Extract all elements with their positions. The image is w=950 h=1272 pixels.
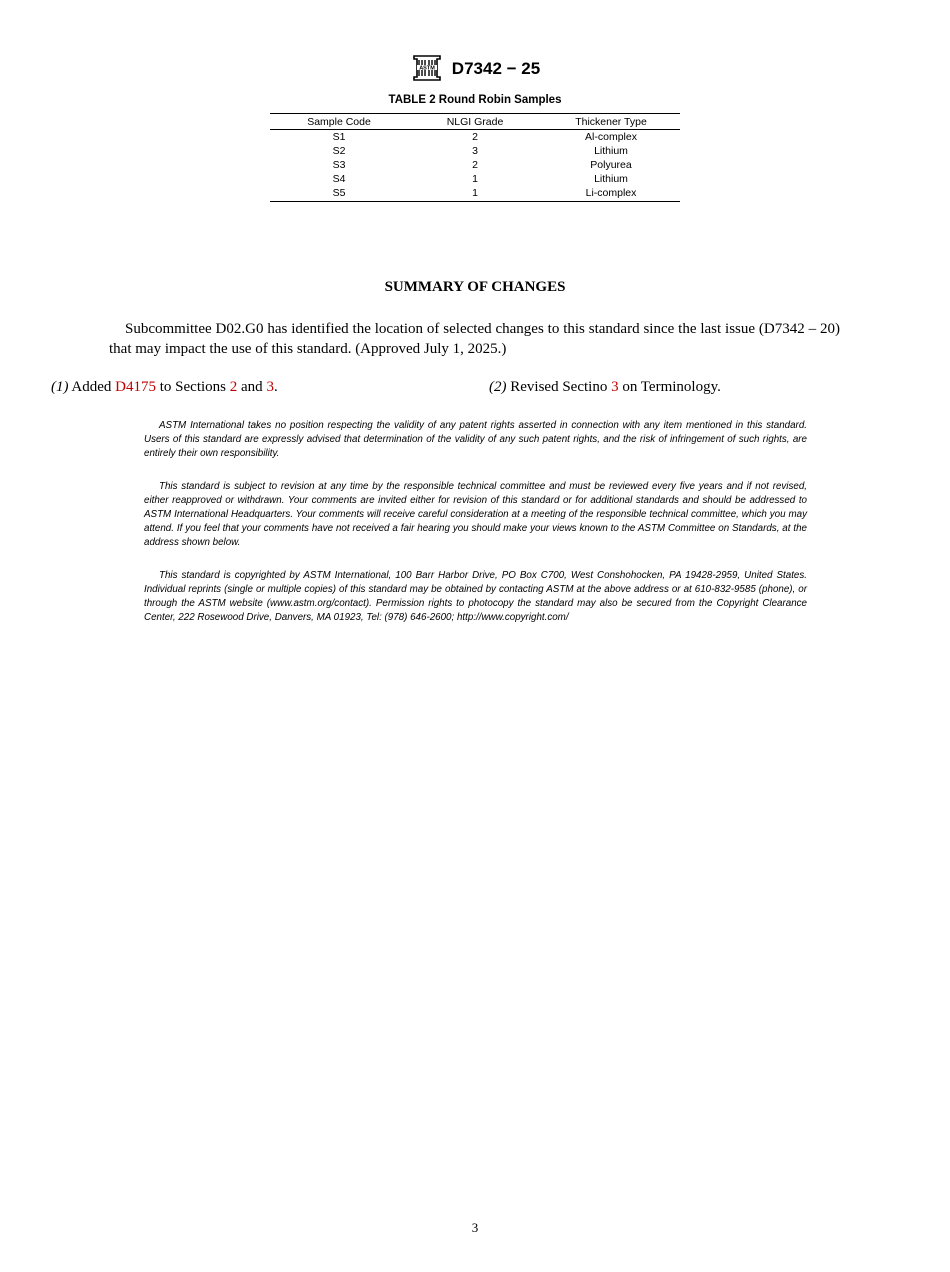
svg-text:ASTM: ASTM <box>419 65 435 72</box>
table-cell: S2 <box>332 145 346 157</box>
revision-notice: This standard is subject to revision at any time by the responsible technical committee and must be reviewed every five years and if not revised, either reapproved or withdrawn. Your comments are invited either for revision of this standard or for additional standards and should be addressed to ASTM International Headquarters. Your comments will receive careful consideration at a meeting of the responsible technical committee, which you may attend. If you feel that your comments have not received a fair hearing you should make your views known to the ASTM Committee on Standards, at the address shown below. <box>144 481 807 548</box>
change-item-1 <box>51 379 278 396</box>
table-cell: S4 <box>332 173 346 185</box>
table-cell: 3 <box>472 145 478 157</box>
page-number: 3 <box>471 1220 479 1235</box>
table-row <box>270 172 680 186</box>
page-header <box>0 52 950 84</box>
table-cell: 2 <box>472 159 478 171</box>
change-item-2 <box>489 379 721 396</box>
section-link-3[interactable]: 3 <box>266 379 274 395</box>
column-header: NLGI Grade <box>408 114 542 130</box>
change-text: Revised Sectino <box>506 379 612 395</box>
table-cell: S5 <box>332 187 346 199</box>
table-cell: Lithium <box>594 173 628 185</box>
table-cell: 1 <box>472 187 478 199</box>
table-row <box>270 130 680 145</box>
table-header-row <box>270 114 680 130</box>
astm-logo-icon <box>410 52 444 84</box>
patent-notice: ASTM International takes no position respecting the validity of any patent rights asserted in connection with any item mentioned in this standard. Users of this standard are expressly advised that determination of the validity of any such patent rights, and the risk of infringement of such rights, are entirely their own responsibility. <box>144 420 807 459</box>
summary-heading: SUMMARY OF CHANGES <box>384 279 566 295</box>
summary-paragraph: Subcommittee D02.G0 has identified the location of selected changes to this standard since the last issue (D7342 – 20) that may impact the use of this standard. (Approved July 1, 2025.) <box>109 321 840 357</box>
table-cell: S1 <box>332 131 346 143</box>
table-cell: Lithium <box>594 145 628 157</box>
document-designation: D7342 − 25 <box>451 59 541 78</box>
change-text: to Sections <box>156 379 230 395</box>
copyright-notice: This standard is copyrighted by ASTM International, 100 Barr Harbor Drive, PO Box C700, West Conshohocken, PA 19428-2959, United States. Individual reprints (single or multiple copies) of this standard may be obtained by contacting ASTM at the above address or at 610-832-9585 (phone), or through the ASTM website (www.astm.org/contact). Permission rights to photocopy the standard may also be secured from the Copyright Clearance Center, 222 Rosewood Drive, Danvers, MA 01923, Tel: (978) 646-2600; http://www.copyright.com/ <box>144 570 807 623</box>
table-cell: Li-complex <box>585 187 637 199</box>
change-text: on Terminology. <box>618 379 721 395</box>
table-title: TABLE 2 Round Robin Samples <box>388 94 562 106</box>
table-cell: 1 <box>472 173 478 185</box>
table-row <box>270 186 680 202</box>
column-header: Sample Code <box>270 114 408 130</box>
section-link-3[interactable]: 3 <box>611 379 619 395</box>
table-row <box>270 158 680 172</box>
change-text: Added <box>68 379 116 395</box>
reference-link-d4175[interactable]: D4175 <box>115 379 157 395</box>
table-cell: 2 <box>472 131 478 143</box>
table-row <box>270 144 680 158</box>
round-robin-table <box>270 113 680 202</box>
section-link-2[interactable]: 2 <box>229 379 238 395</box>
table-cell: S3 <box>332 159 346 171</box>
column-header: Thickener Type <box>542 114 680 130</box>
change-text: and <box>237 379 267 395</box>
change-number: (1) <box>51 379 69 395</box>
change-number: (2) <box>489 379 507 395</box>
table-cell: Polyurea <box>590 159 632 171</box>
change-text: . <box>273 379 278 395</box>
table-cell: Al-complex <box>585 131 637 143</box>
